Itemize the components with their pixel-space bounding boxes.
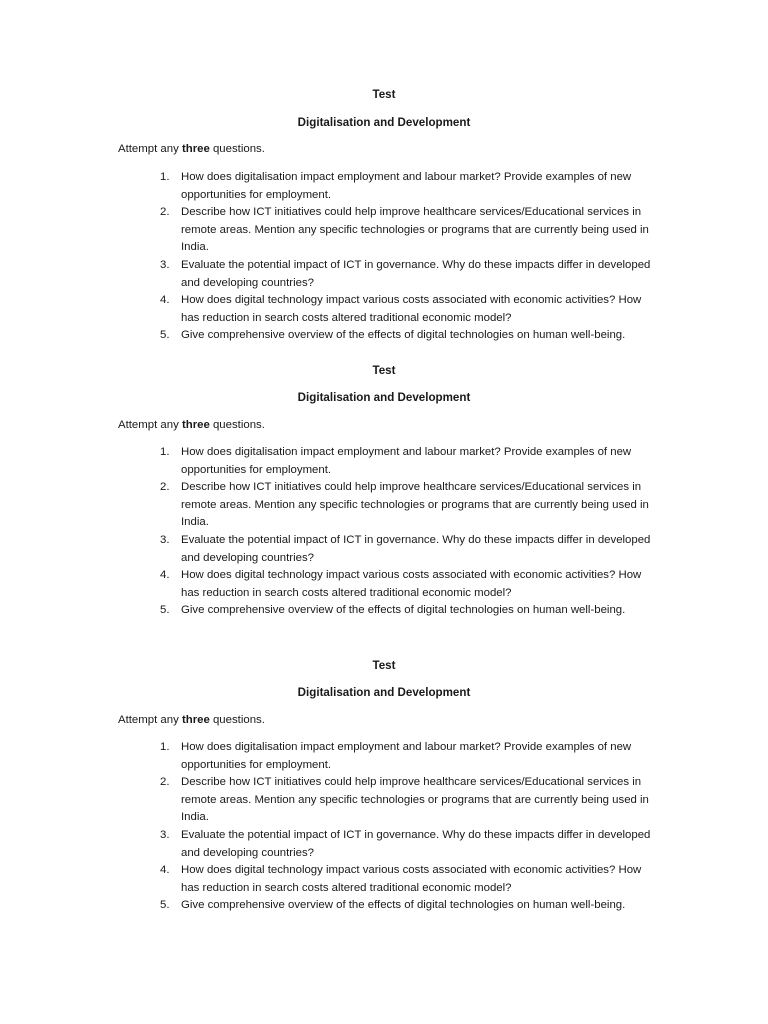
instruction-emphasis: three bbox=[181, 714, 210, 726]
question-item: 2. Describe how ICT initiatives could help improve healthcare services/Educational services in remote areas. Mention any specific technologies or programs that are currently being used in India. bbox=[160, 206, 649, 254]
question-item: 3. Evaluate the potential impact of ICT in governance. Why do these impacts differ in developed and developing countries? bbox=[160, 258, 651, 289]
instruction: Attempt any three questions. bbox=[118, 143, 265, 155]
question-item: 4. How does digital technology impact various costs associated with economic activities? How has reduction in search costs altered traditional economic model? bbox=[160, 864, 642, 894]
question-item: 5. Give comprehensive overview of the effects of digital technologies on human well-being. bbox=[160, 899, 626, 912]
question-list bbox=[0, 739, 768, 915]
subject-title: Digitalisation and Development bbox=[297, 686, 471, 699]
instruction-emphasis: three bbox=[181, 143, 210, 155]
test-heading: Test bbox=[372, 364, 396, 377]
question-list bbox=[0, 444, 768, 620]
question-item: 4. How does digital technology impact various costs associated with economic activities? How has reduction in search costs altered traditional economic model? bbox=[160, 569, 642, 599]
test-heading: Test bbox=[372, 88, 396, 101]
question-item: 3. Evaluate the potential impact of ICT in governance. Why do these impacts differ in developed and developing countries? bbox=[160, 533, 651, 564]
question-list bbox=[0, 169, 768, 345]
instruction: Attempt any three questions. bbox=[118, 419, 265, 431]
question-item: 1. How does digitalisation impact employment and labour market? Provide examples of new opportunities for employment. bbox=[160, 446, 632, 476]
question-item: 3. Evaluate the potential impact of ICT in governance. Why do these impacts differ in developed and developing countries? bbox=[160, 828, 651, 859]
instruction: Attempt any three questions. bbox=[118, 714, 265, 726]
subject-title: Digitalisation and Development bbox=[297, 391, 471, 404]
test-heading: Test bbox=[372, 659, 396, 672]
question-item: 2. Describe how ICT initiatives could help improve healthcare services/Educational services in remote areas. Mention any specific technologies or programs that are currently being used in India. bbox=[160, 776, 649, 824]
question-item: 1. How does digitalisation impact employment and labour market? Provide examples of new opportunities for employment. bbox=[160, 741, 632, 771]
question-item: 1. How does digitalisation impact employment and labour market? Provide examples of new opportunities for employment. bbox=[160, 171, 632, 201]
instruction-emphasis: three bbox=[181, 419, 210, 431]
question-item: 5. Give comprehensive overview of the effects of digital technologies on human well-being. bbox=[160, 329, 626, 342]
question-item: 4. How does digital technology impact various costs associated with economic activities? How has reduction in search costs altered traditional economic model? bbox=[160, 294, 642, 324]
question-item: 2. Describe how ICT initiatives could help improve healthcare services/Educational services in remote areas. Mention any specific technologies or programs that are currently being used in India. bbox=[160, 481, 649, 529]
question-item: 5. Give comprehensive overview of the effects of digital technologies on human well-being. bbox=[160, 604, 626, 617]
subject-title: Digitalisation and Development bbox=[297, 116, 471, 129]
